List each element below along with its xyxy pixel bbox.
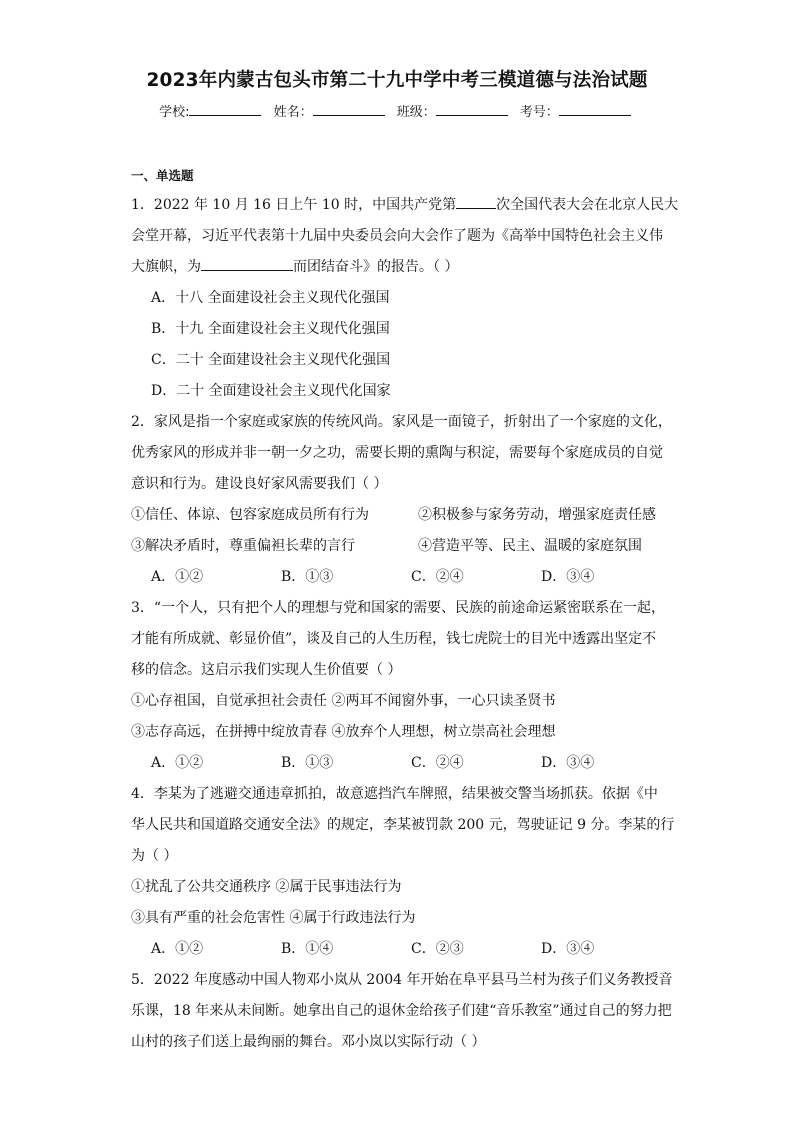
q2-statements-row-1: ①信任、体谅、包容家庭成员所有行为 ②积极参与家务劳动，增强家庭责任感 xyxy=(131,507,656,523)
q2-line-1: 2．家风是指一个家庭或家族的传统风尚。家风是一面镜子，折射出了一个家庭的文化， xyxy=(131,414,672,430)
q1-blank-1 xyxy=(456,194,496,209)
q2-options xyxy=(131,562,671,593)
q1-line-1: 1．2022 年 10 月 16 日上午 10 时，中国共产党第 次全国代表大会在北京人民大 xyxy=(131,190,671,221)
questions xyxy=(131,190,679,1058)
q3-line-3: 移的信念。这启示我们实现人生价值要（ ） xyxy=(131,662,402,678)
q1-line-2: 会堂开幕，习近平代表第十九届中央委员会向大会作了题为《高举中国特色社会主义伟 xyxy=(131,228,663,244)
q4-option-d[interactable]: D．③④ xyxy=(541,941,595,957)
q4-statements-row-1: ①扰乱了公共交通秩序 ②属于民事违法行为 xyxy=(131,879,402,895)
name-blank xyxy=(313,103,385,116)
q2-option-c[interactable]: C．②④ xyxy=(411,569,464,585)
school-field: 学校: xyxy=(159,101,265,120)
q3-option-d[interactable]: D．③④ xyxy=(541,755,595,771)
q2-option-a[interactable]: A．①② xyxy=(151,569,204,585)
q4-line-2: 华人民共和国道路交通安全法》的规定，李某被罚款 200 元，驾驶证记 9 分。李某的行 xyxy=(131,817,675,833)
q1-line-3: 大旗帜，为 而团结奋斗》的报告。（ ） xyxy=(131,252,671,283)
q3-line-1: 3．“一个人，只有把个人的理想与党和国家的需要、民族的前途命运紧密联系在一起， xyxy=(131,600,666,616)
name-field: 姓名： xyxy=(274,101,389,120)
q5-line-1: 5．2022 年度感动中国人物邓小岚从 2004 年开始在阜平县马兰村为孩子们义务教授音 xyxy=(131,972,673,988)
q5-line-2: 乐课，18 年来从未间断。她拿出自己的退休金给孩子们建“音乐教室”通过自己的努力把 xyxy=(131,1003,672,1019)
q3-statements-row-2: ③志存高远，在拼搏中绽放青春 ④放弃个人理想，树立崇高社会理想 xyxy=(131,724,556,740)
q4-option-c[interactable]: C．②③ xyxy=(411,941,464,957)
q4-option-a[interactable]: A．①② xyxy=(151,941,204,957)
q1-blank-2 xyxy=(201,256,293,271)
q2-option-b[interactable]: B．①③ xyxy=(281,569,334,585)
exam-number-blank xyxy=(559,103,631,116)
q2-line-2: 优秀家风的形成并非一朝一夕之功，需要长期的熏陶与积淀，需要每个家庭成员的自觉 xyxy=(131,445,663,461)
q3-option-b[interactable]: B．①③ xyxy=(281,755,334,771)
q1-option-a[interactable]: A．十八 全面建设社会主义现代化强国 xyxy=(151,290,390,306)
exam-number-field: 考号： xyxy=(520,101,635,120)
q2-option-d[interactable]: D．③④ xyxy=(541,569,595,585)
q1-option-c[interactable]: C．二十 全面建设社会主义现代化强国 xyxy=(151,352,391,368)
q2-line-3: 意识和行为。建设良好家风需要我们（ ） xyxy=(131,476,388,492)
q1-option-d[interactable]: D．二十 全面建设社会主义现代化国家 xyxy=(151,383,391,399)
class-blank xyxy=(436,103,508,116)
q3-option-c[interactable]: C．②④ xyxy=(411,755,464,771)
q3-line-2: 才能有所成就、彰显价值”，谈及自己的人生历程，钱七虎院士的目光中透露出坚定不 xyxy=(131,631,657,647)
q3-statements-row-1: ①心存祖国，自觉承担社会责任 ②两耳不闻窗外事，一心只读圣贤书 xyxy=(131,693,556,709)
student-info-line xyxy=(0,101,794,120)
section-heading: 一、单选题 xyxy=(131,168,194,183)
q2-statements-row-2: ③解决矛盾时，尊重偏袒长辈的言行 ④营造平等、民主、温暖的家庭氛围 xyxy=(131,538,642,554)
exam-title: 2023年内蒙古包头市第二十九中学中考三模道德与法治试题 xyxy=(146,70,648,91)
q4-options xyxy=(131,934,671,965)
q4-line-1: 4．李某为了逃避交通违章抓拍，故意遮挡汽车牌照，结果被交警当场抓获。依据《中 xyxy=(131,786,658,802)
q4-statements-row-2: ③具有严重的社会危害性 ④属于行政违法行为 xyxy=(131,910,416,926)
q1-option-b[interactable]: B．十九 全面建设社会主义现代化强国 xyxy=(151,321,390,337)
q4-option-b[interactable]: B．①④ xyxy=(281,941,334,957)
school-blank xyxy=(189,103,261,116)
q5-line-3: 山村的孩子们送上最绚丽的舞台。邓小岚以实际行动（ ） xyxy=(131,1034,486,1050)
q3-option-a[interactable]: A．①② xyxy=(151,755,204,771)
q4-line-3: 为（ ） xyxy=(131,848,178,864)
class-field: 班级： xyxy=(397,101,512,120)
q3-options xyxy=(131,748,671,779)
